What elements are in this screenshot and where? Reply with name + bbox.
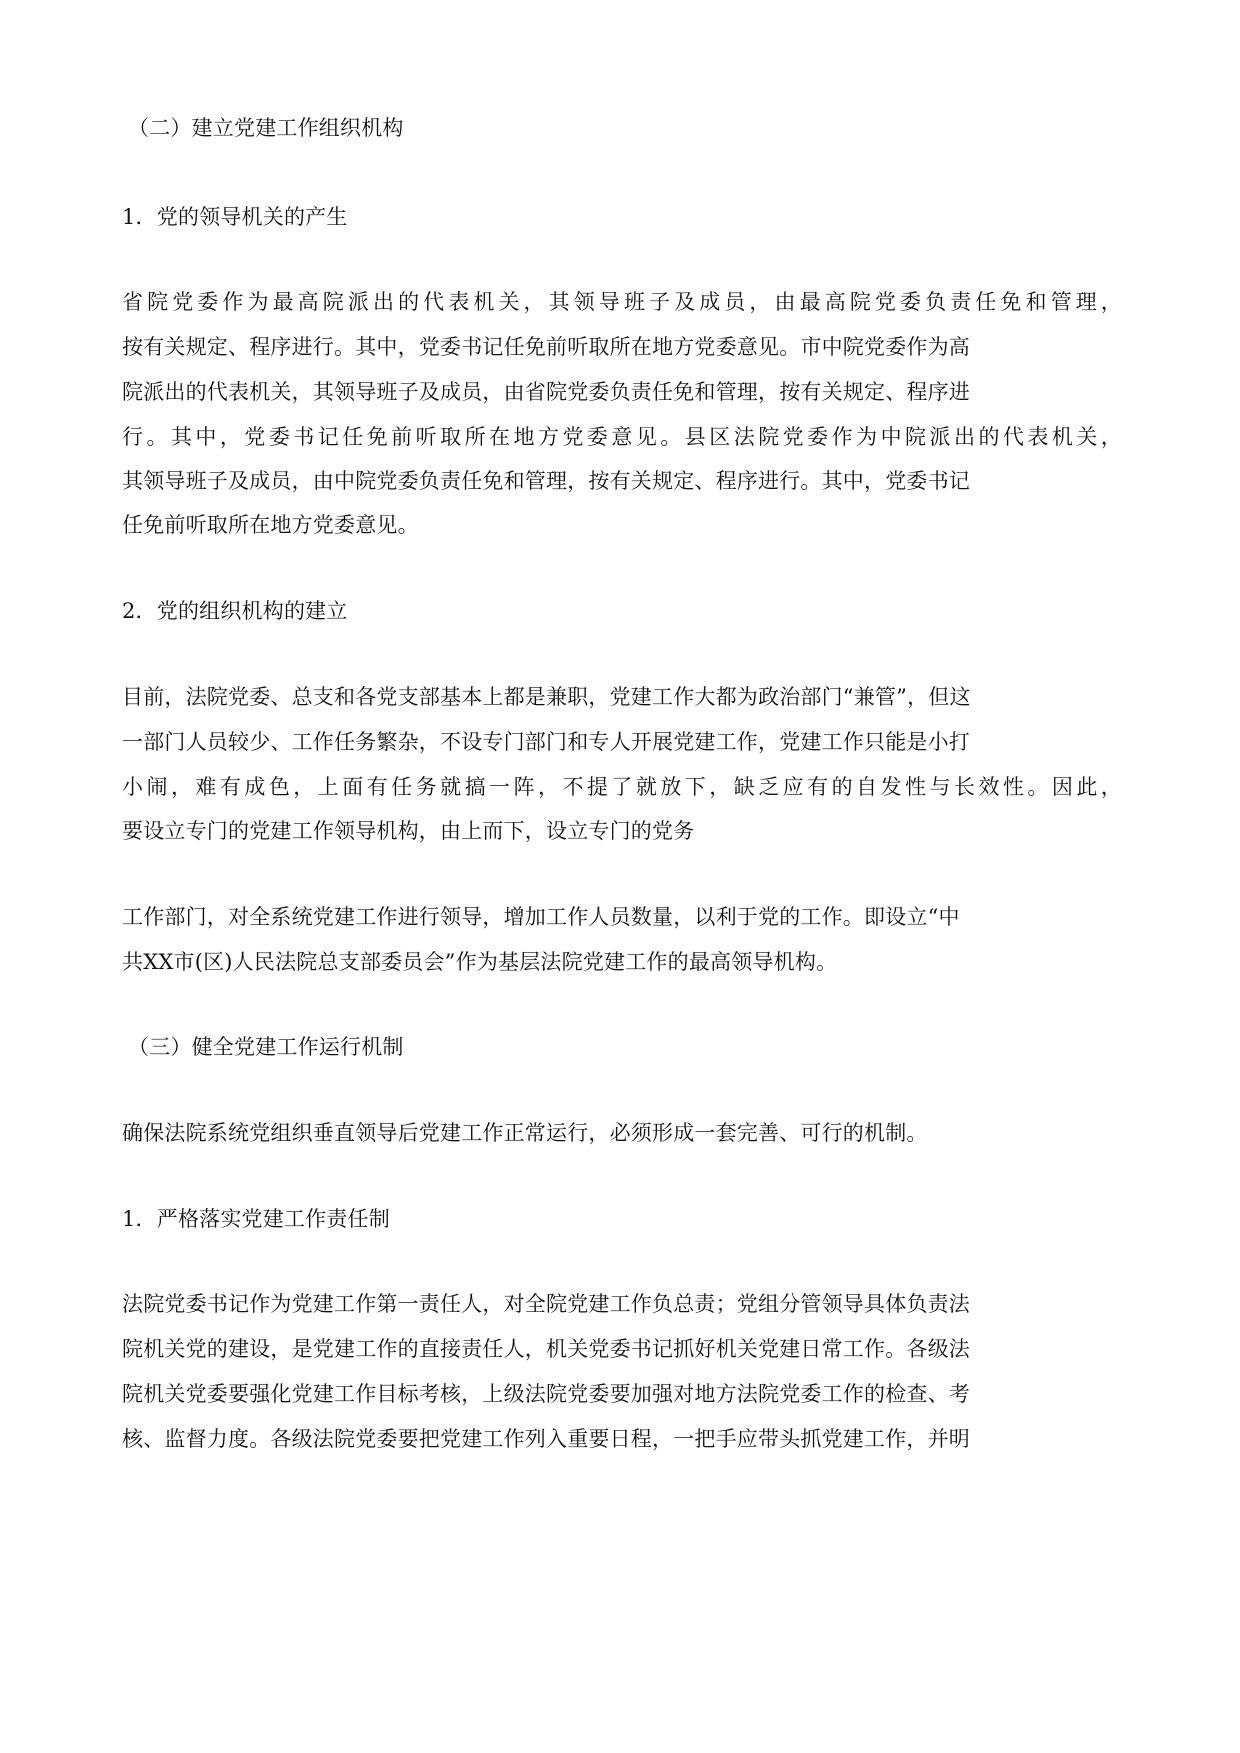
- paragraph-line: 小闹，难有成色，上面有任务就搞一阵，不提了就放下，缺乏应有的自发性与长效性。因此，: [122, 775, 1122, 799]
- paragraph-line: 院派出的代表机关，其领导班子及成员，由省院党委负责任免和管理，按有关规定、程序进: [122, 380, 970, 404]
- paragraph-line: 行。其中，党委书记任免前听取所在地方党委意见。县区法院党委作为中院派出的代表机关，: [122, 425, 1122, 449]
- paragraph-line: 共XX市(区)人民法院总支部委员会”作为基层法院党建工作的最高领导机构。: [122, 950, 838, 974]
- paragraph-line: 任免前听取所在地方党委意见。: [122, 513, 419, 537]
- paragraph-line: 法院党委书记作为党建工作第一责任人，对全院党建工作负总责；党组分管领导具体负责法: [122, 1292, 970, 1316]
- paragraph-line: 一部门人员较少、工作任务繁杂，不设专门部门和专人开展党建工作，党建工作只能是小打: [122, 730, 970, 754]
- subheading-responsibility-system: 1．严格落实党建工作责任制: [122, 1207, 390, 1231]
- paragraph-mechanism-intro: 确保法院系统党组织垂直领导后党建工作正常运行，必须形成一套完善、可行的机制。: [122, 1121, 928, 1145]
- paragraph-line: 院机关党委要强化党建工作目标考核，上级法院党委要加强对地方法院党委工作的检查、考: [122, 1382, 970, 1406]
- subheading-organization-setup: 2．党的组织机构的建立: [122, 599, 348, 623]
- paragraph-line: 核、监督力度。各级法院党委要把党建工作列入重要日程，一把手应带头抓党建工作，并明: [122, 1427, 970, 1451]
- paragraph-line: 院机关党的建设，是党建工作的直接责任人，机关党委书记抓好机关党建日常工作。各级法: [122, 1337, 970, 1361]
- paragraph-line: 省院党委作为最高院派出的代表机关，其领导班子及成员，由最高院党委负责任免和管理，: [122, 290, 1122, 314]
- paragraph-line: 工作部门，对全系统党建工作进行领导，增加工作人员数量，以利于党的工作。即设立“中: [122, 905, 960, 929]
- paragraph-line: 要设立专门的党建工作领导机构，由上而下，设立专门的党务: [122, 819, 695, 843]
- paragraph-line: 其领导班子及成员，由中院党委负责任免和管理，按有关规定、程序进行。其中，党委书记: [122, 469, 970, 493]
- paragraph-line: 按有关规定、程序进行。其中，党委书记任免前听取所在地方党委意见。市中院党委作为高: [122, 335, 970, 359]
- paragraph-line: 目前，法院党委、总支和各党支部基本上都是兼职，党建工作大都为政治部门“兼管”，但这: [122, 685, 971, 709]
- subheading-leadership-organ: 1．党的领导机关的产生: [122, 205, 348, 229]
- section-heading-3: （三）健全党建工作运行机制: [128, 1035, 404, 1059]
- section-heading-2: （二）建立党建工作组织机构: [128, 116, 404, 140]
